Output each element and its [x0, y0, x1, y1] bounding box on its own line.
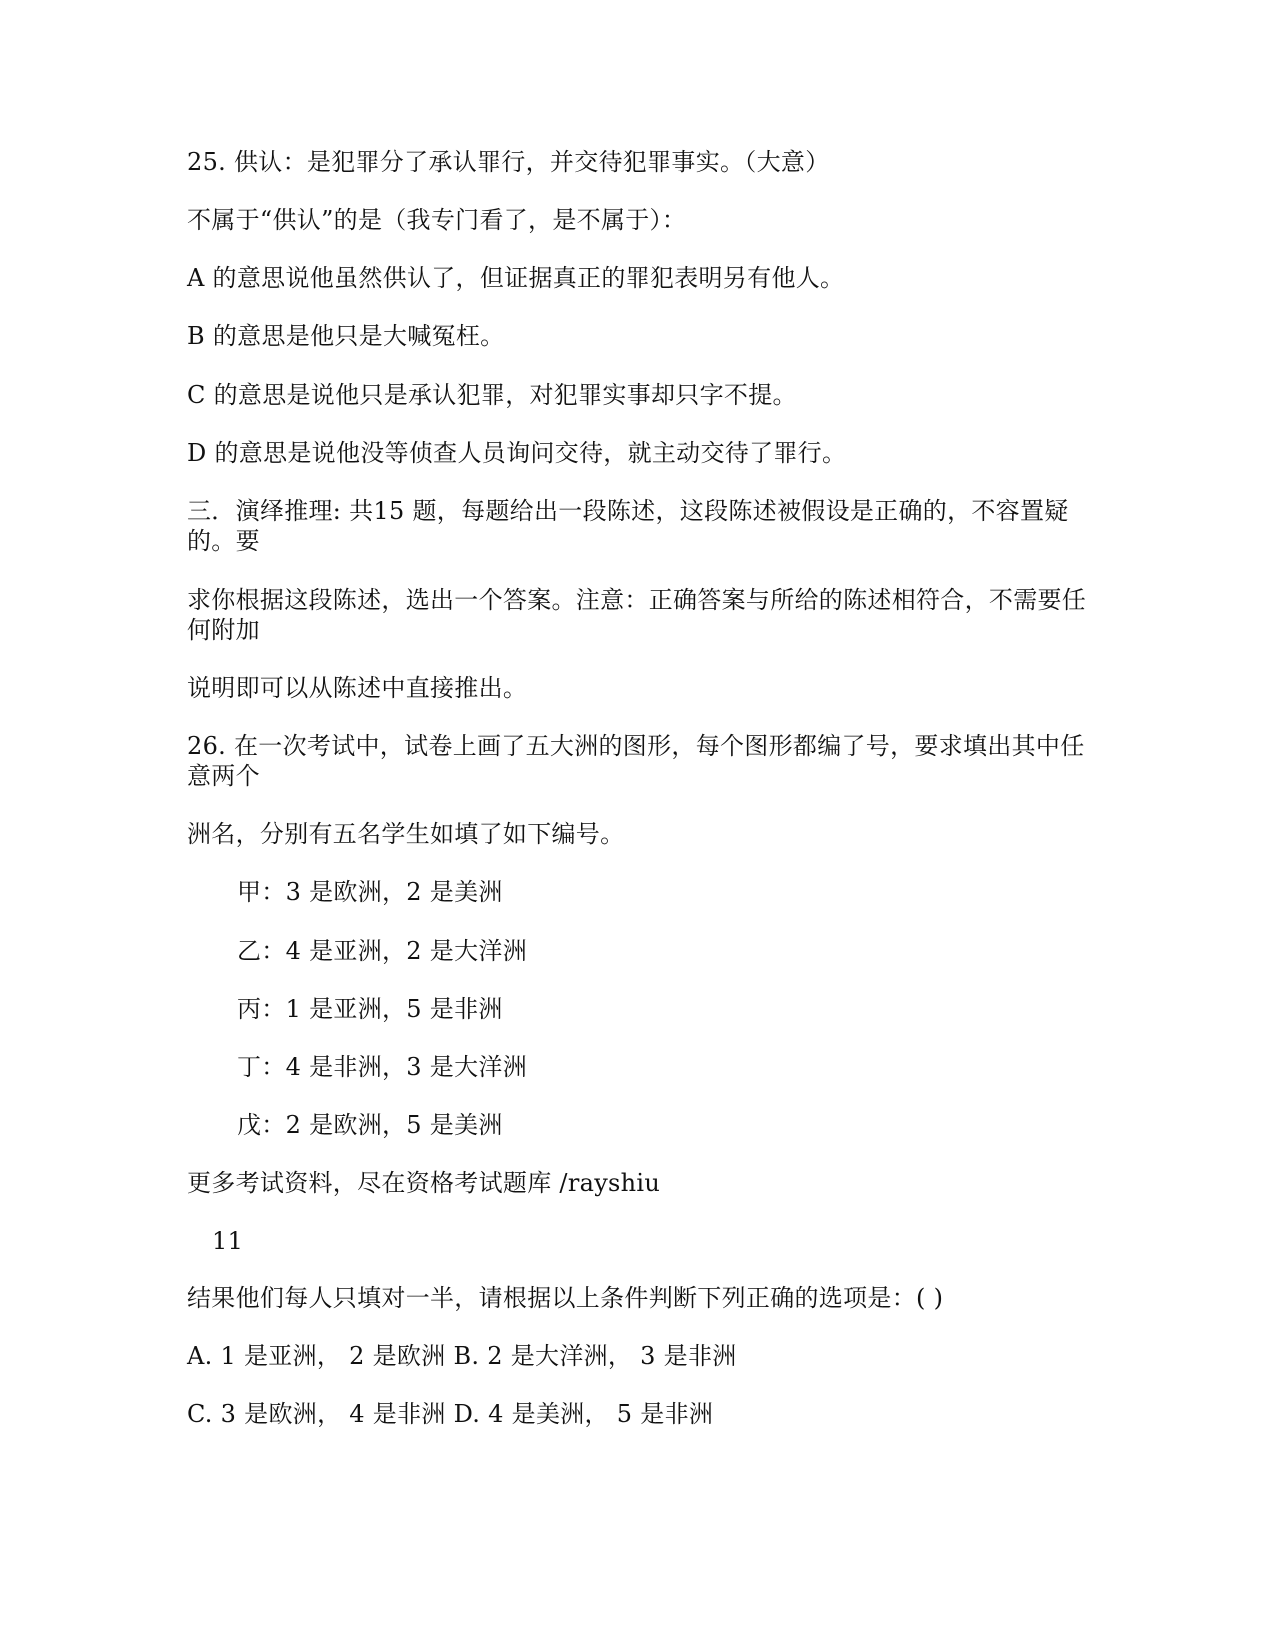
question-25-prompt: 不属于“供认”的是（我专门看了，是不属于）：	[187, 206, 687, 234]
option-c: C 的意思是说他只是承认犯罪，对犯罪实事却只字不提。	[187, 381, 797, 409]
section-3-intro-2: 求你根据这段陈述，选出一个答案。注意：正确答案与所给的陈述相符合，不需要任何附加	[187, 586, 1087, 644]
options-c-d: C. 3 是欧洲， 4 是非洲 D. 4 是美洲， 5 是非洲	[187, 1400, 714, 1428]
question-25-stem: 25. 供认：是犯罪分了承认罪行，并交待犯罪事实。（大意）	[187, 148, 830, 176]
student-wu: 戊：2 是欧洲，5 是美洲	[237, 1111, 503, 1139]
question-26-stem-2: 洲名，分别有五名学生如填了如下编号。	[187, 820, 625, 848]
question-26-stem-1: 26. 在一次考试中，试卷上画了五大洲的图形，每个图形都编了号，要求填出其中任意两个	[187, 732, 1085, 790]
question-26-prompt: 结果他们每人只填对一半，请根据以上条件判断下列正确的选项是：( )	[187, 1284, 944, 1312]
section-3-intro-3: 说明即可以从陈述中直接推出。	[187, 674, 528, 702]
options-a-b: A. 1 是亚洲， 2 是欧洲 B. 2 是大洋洲， 3 是非洲	[187, 1342, 737, 1370]
section-3-intro-1: 三．演绎推理: 共15 题，每题给出一段陈述，这段陈述被假设是正确的，不容置疑的。要	[187, 497, 1069, 555]
student-ding: 丁：4 是非洲，3 是大洋洲	[237, 1053, 527, 1081]
student-yi: 乙：4 是亚洲，2 是大洋洲	[237, 937, 527, 965]
option-a: A 的意思说他虽然供认了，但证据真正的罪犯表明另有他人。	[187, 264, 845, 292]
student-jia: 甲：3 是欧洲，2 是美洲	[237, 878, 503, 906]
page-number: 11	[212, 1227, 244, 1255]
student-bing: 丙：1 是亚洲，5 是非洲	[237, 995, 503, 1023]
footer-promo: 更多考试资料，尽在资格考试题库 /rayshiu	[187, 1169, 661, 1197]
option-d: D 的意思是说他没等侦查人员询问交待，就主动交待了罪行。	[187, 439, 847, 467]
option-b: B 的意思是他只是大喊冤枉。	[187, 322, 505, 350]
